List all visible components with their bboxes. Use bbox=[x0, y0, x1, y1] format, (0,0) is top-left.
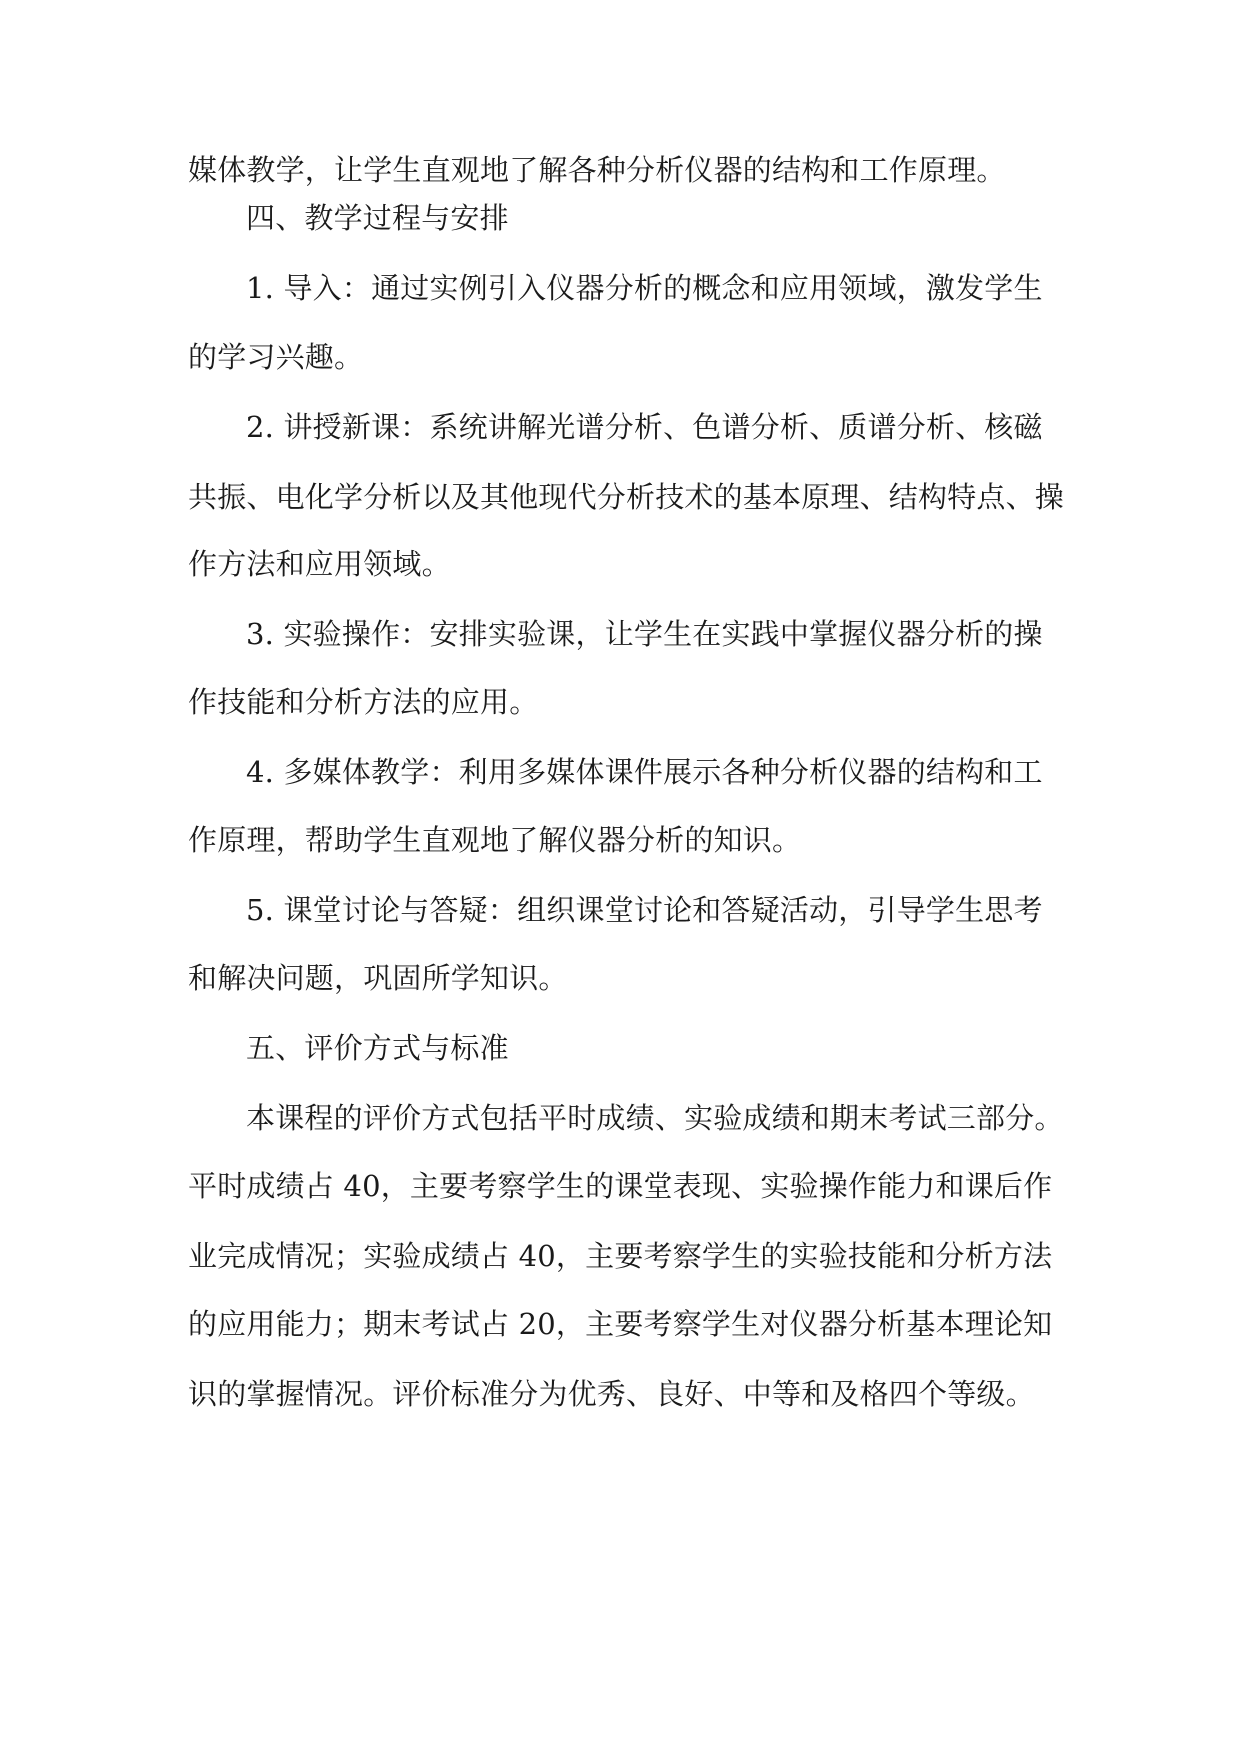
text-line: 作原理，帮助学生直观地了解仪器分析的知识。 bbox=[188, 823, 802, 857]
text-line: 共振、电化学分析以及其他现代分析技术的基本原理、结构特点、操 bbox=[188, 480, 1065, 514]
text-line: 平时成绩占 40，主要考察学生的课堂表现、实验操作能力和课后作 bbox=[188, 1169, 1053, 1203]
text-line: 业完成情况；实验成绩占 40，主要考察学生的实验技能和分析方法 bbox=[188, 1239, 1053, 1273]
text-line: 本课程的评价方式包括平时成绩、实验成绩和期末考试三部分。 bbox=[246, 1101, 1064, 1135]
list-item: 2. 讲授新课：系统讲解光谱分析、色谱分析、质谱分析、核磁 bbox=[246, 410, 1043, 444]
text-line: 媒体教学，让学生直观地了解各种分析仪器的结构和工作原理。 bbox=[188, 153, 1006, 187]
list-item: 1. 导入：通过实例引入仪器分析的概念和应用领域，激发学生 bbox=[246, 271, 1043, 305]
list-item: 4. 多媒体教学：利用多媒体课件展示各种分析仪器的结构和工 bbox=[246, 755, 1043, 789]
section-heading: 四、教学过程与安排 bbox=[246, 201, 509, 235]
text-line: 的应用能力；期末考试占 20，主要考察学生对仪器分析基本理论知 bbox=[188, 1307, 1053, 1341]
text-line: 识的掌握情况。评价标准分为优秀、良好、中等和及格四个等级。 bbox=[188, 1377, 1035, 1411]
list-item: 3. 实验操作：安排实验课，让学生在实践中掌握仪器分析的操 bbox=[246, 617, 1043, 651]
text-line: 作技能和分析方法的应用。 bbox=[188, 685, 539, 719]
list-item: 5. 课堂讨论与答疑：组织课堂讨论和答疑活动，引导学生思考 bbox=[246, 893, 1043, 927]
text-line: 作方法和应用领域。 bbox=[188, 547, 451, 581]
section-heading: 五、评价方式与标准 bbox=[246, 1031, 509, 1065]
text-line: 的学习兴趣。 bbox=[188, 340, 364, 374]
text-line: 和解决问题，巩固所学知识。 bbox=[188, 961, 568, 995]
